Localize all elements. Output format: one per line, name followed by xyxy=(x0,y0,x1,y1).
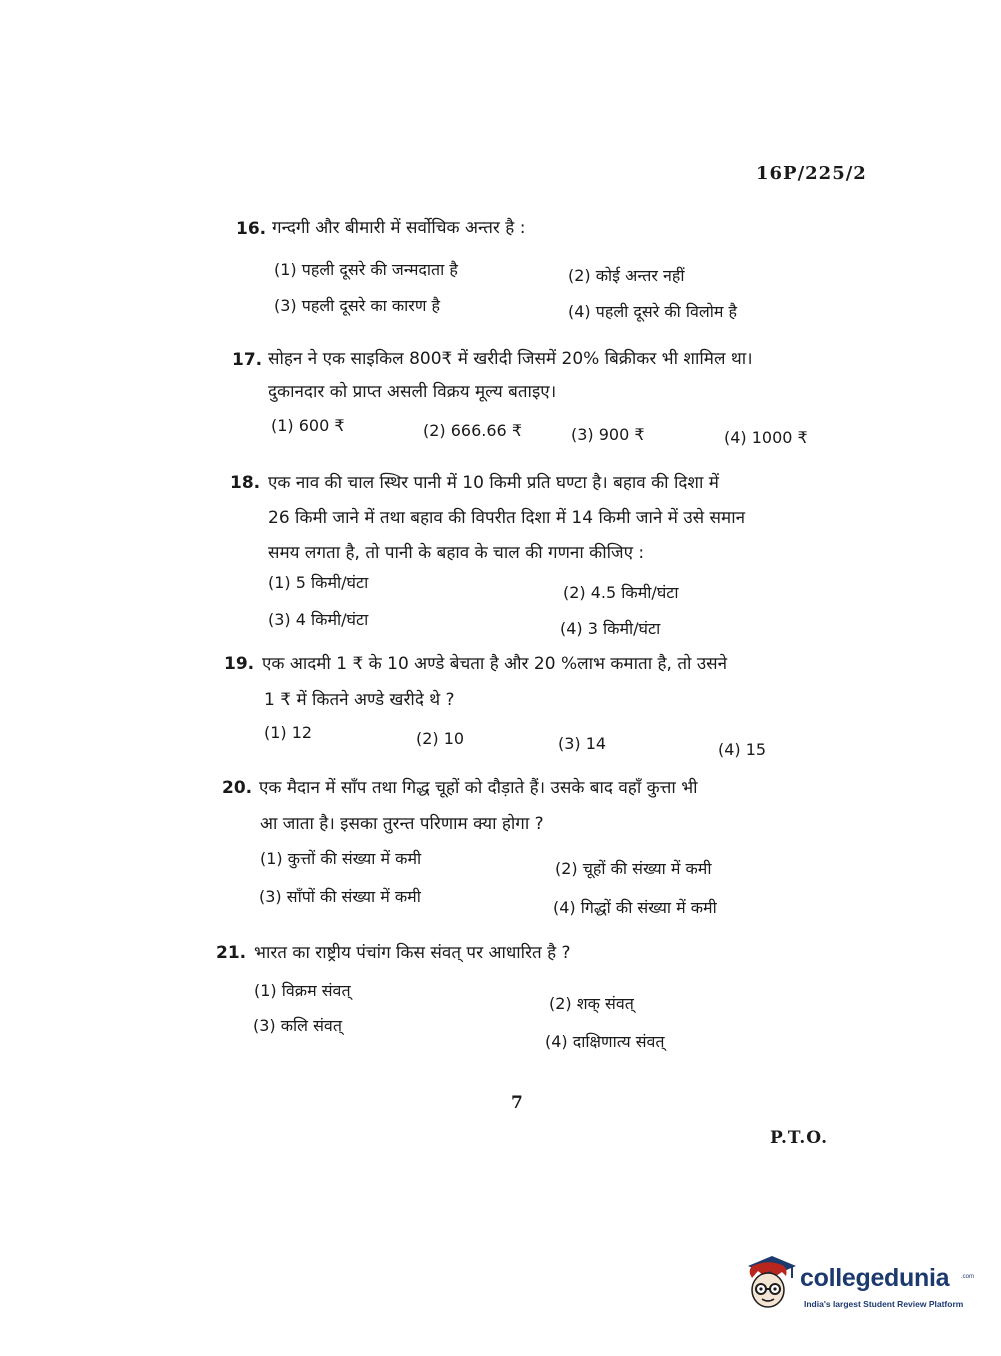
option-3: (3) 14 xyxy=(558,734,607,753)
option-1: (1) 12 xyxy=(264,723,313,742)
question-number: 16. xyxy=(236,219,267,239)
question-text-line-2: 1 ₹ में कितने अण्डे खरीदे थे ? xyxy=(264,690,455,710)
option-1: (1) कुत्तों की संख्या में कमी xyxy=(260,849,422,868)
paper-code: 16P/225/2 xyxy=(756,163,867,184)
question-text: गन्दगी और बीमारी में सर्वोचिक अन्तर है : xyxy=(272,218,526,238)
option-2: (2) 10 xyxy=(416,729,465,748)
brand-name: collegedunia xyxy=(800,1264,950,1292)
brand-domain-suffix: .com xyxy=(961,1274,975,1280)
option-2: (2) 666.66 ₹ xyxy=(423,421,522,440)
option-4: (4) दाक्षिणात्य संवत् xyxy=(545,1032,665,1051)
page-number: 7 xyxy=(511,1093,523,1113)
question-number: 21. xyxy=(216,943,247,963)
student-mascot-icon xyxy=(742,1252,798,1314)
option-1: (1) 5 किमी/घंटा xyxy=(268,573,369,592)
question-text-line-2: 26 किमी जाने में तथा बहाव की विपरीत दिशा में 14 किमी जाने में उसे समान xyxy=(268,508,746,528)
option-3: (3) साँपों की संख्या में कमी xyxy=(259,887,421,906)
option-3: (3) 900 ₹ xyxy=(571,425,645,444)
option-2: (2) 4.5 किमी/घंटा xyxy=(563,583,679,602)
option-2: (2) शक् संवत् xyxy=(549,994,634,1013)
question-number: 19. xyxy=(224,654,255,674)
option-4: (4) 3 किमी/घंटा xyxy=(560,619,661,638)
question-text-line-3: समय लगता है, तो पानी के बहाव के चाल की गणना कीजिए : xyxy=(268,543,645,563)
option-1: (1) पहली दूसरे की जन्मदाता है xyxy=(274,260,458,279)
option-2: (2) कोई अन्तर नहीं xyxy=(568,266,685,285)
option-4: (4) गिद्धों की संख्या में कमी xyxy=(553,898,717,917)
question-text-line-1: एक नाव की चाल स्थिर पानी में 10 किमी प्रति घण्टा है। बहाव की दिशा में xyxy=(268,473,719,493)
option-1: (1) 600 ₹ xyxy=(271,416,345,435)
question-number: 17. xyxy=(232,350,263,370)
option-4: (4) पहली दूसरे की विलोम है xyxy=(568,302,738,321)
question-text-line-1: एक आदमी 1 ₹ के 10 अण्डे बेचता है और 20 %लाभ कमाता है, तो उसने xyxy=(262,654,728,674)
option-2: (2) चूहों की संख्या में कमी xyxy=(555,859,712,878)
option-4: (4) 1000 ₹ xyxy=(724,428,808,447)
question-text-line-1: सोहन ने एक साइकिल 800₹ में खरीदी जिसमें 20% बिक्रीकर भी शामिल था। xyxy=(268,349,753,369)
question-text-line-2: दुकानदार को प्राप्त असली विक्रय मूल्य बताइए। xyxy=(268,382,557,402)
question-number: 18. xyxy=(230,473,261,493)
pto-label: P.T.O. xyxy=(770,1128,828,1148)
option-3: (3) 4 किमी/घंटा xyxy=(268,610,369,629)
collegedunia-logo xyxy=(742,1250,975,1330)
question-number: 20. xyxy=(222,778,253,798)
brand-tagline: India's largest Student Review Platform xyxy=(804,1299,964,1309)
question-text: भारत का राष्ट्रीय पंचांग किस संवत् पर आधारित है ? xyxy=(254,943,571,963)
question-text-line-1: एक मैदान में साँप तथा गिद्ध चूहों को दौड़ाते हैं। उसके बाद वहाँ कुत्ता भी xyxy=(259,778,698,798)
question-text-line-2: आ जाता है। इसका तुरन्त परिणाम क्या होगा ? xyxy=(260,814,544,834)
option-3: (3) कलि संवत् xyxy=(253,1016,342,1035)
option-3: (3) पहली दूसरे का कारण है xyxy=(274,296,440,315)
option-1: (1) विक्रम संवत् xyxy=(254,981,351,1000)
option-4: (4) 15 xyxy=(718,740,767,759)
